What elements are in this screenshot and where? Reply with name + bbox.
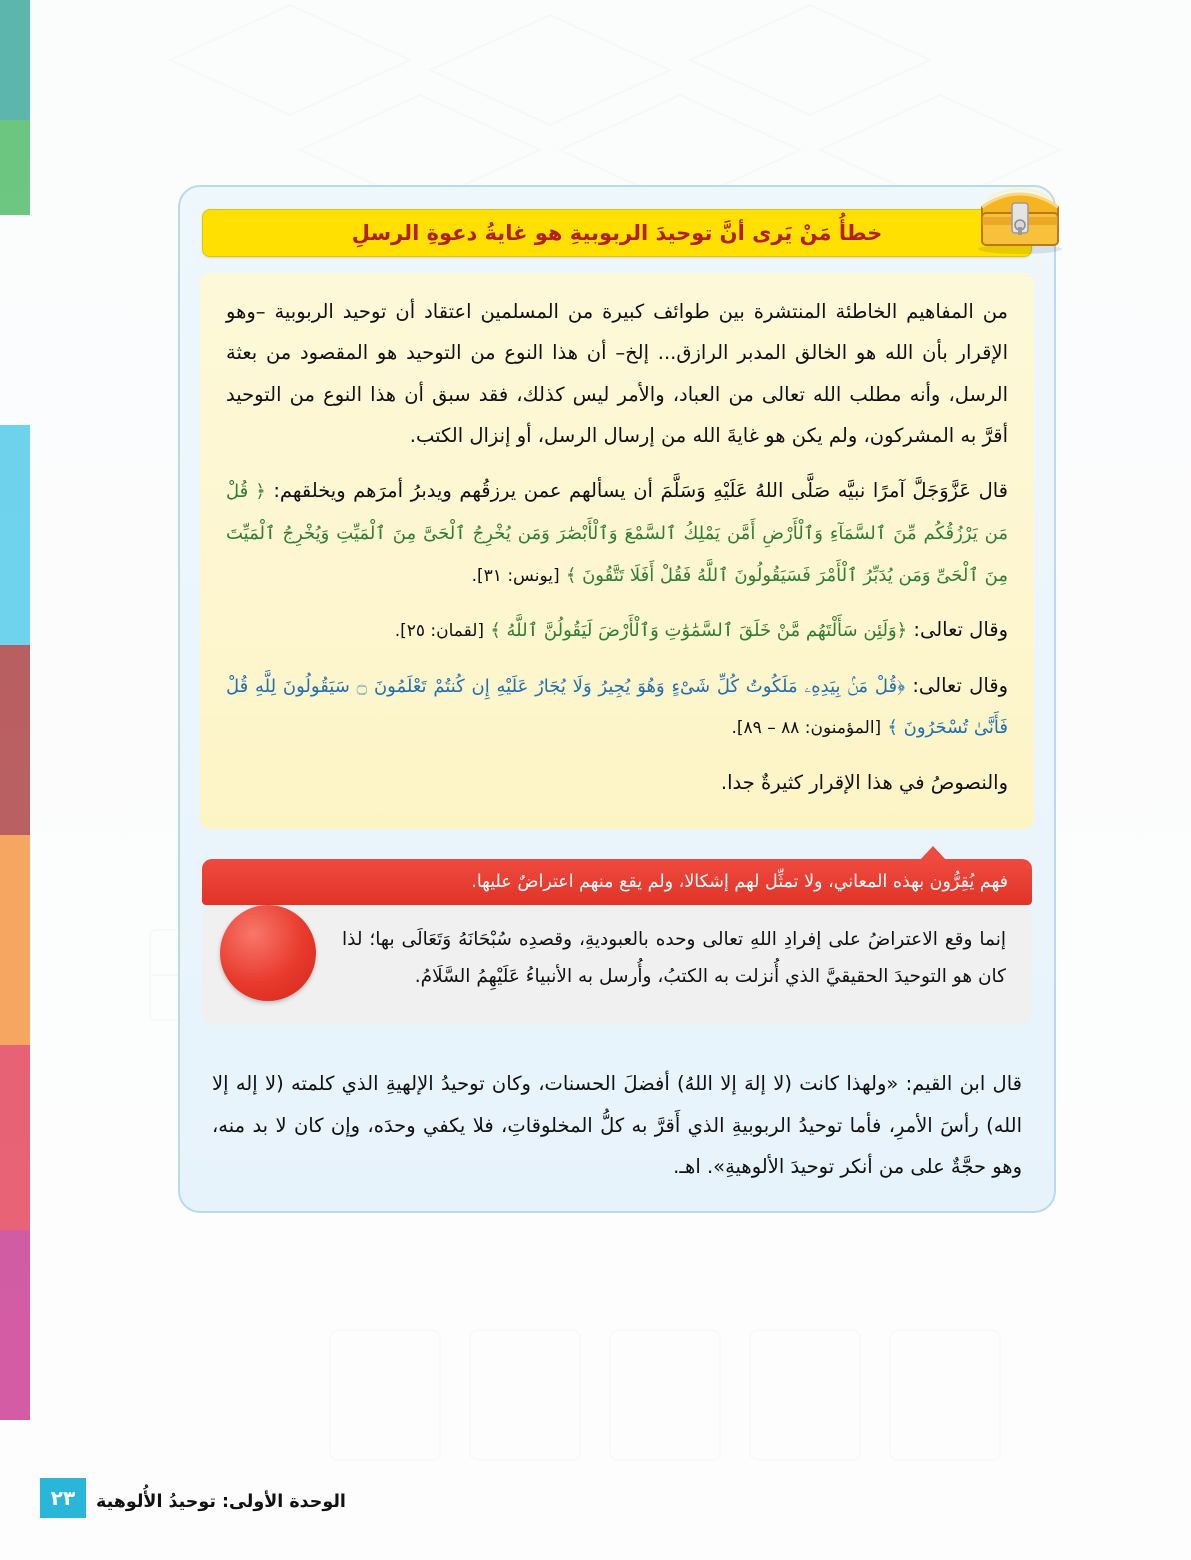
page-title: خطأُ مَنْ يَرى أنَّ توحيدَ الربوبيةِ هو غايةُ دعوةِ الرسلِ (351, 221, 883, 245)
verse-1-source: [يونس: ٣١]. (471, 565, 560, 586)
verse-2-ayah: ﴿وَلَئِن سَأَلْتَهُم مَّنْ خَلَقَ ٱلسَّمَٰوَٰتِ وَٱلْأَرْضَ لَيَقُولُنَّ ٱللَّهُ ﴾ (490, 620, 908, 642)
section-title-banner (202, 209, 1032, 257)
scholar-quote-block (204, 1059, 1030, 1193)
callout-box (202, 859, 1032, 1025)
callout-body-text: إنما وقع الاعتراضُ على إفرادِ اللهِ تعالى وحده بالعبوديةِ، وقصدِه سُبْحَانَهُ وَتَعَالَى بها؛ لذا كان هو التوحيدَ الحقيقيَّ الذي أُنزلت به الكتبُ، وأُرسل به الأنبياءُ عَلَيْهِمُ السَّلَامُ. (342, 929, 1006, 988)
callout-body-area (202, 905, 1032, 1025)
page-footer (30, 1474, 1191, 1518)
treasure-chest-icon (968, 173, 1072, 255)
verse-1-lead: قال عَزَّوَجَلَّ آمرًا نبيَّه صَلَّى اللهُ عَلَيْهِ وَسَلَّمَ أن يسألهم عمن يرزقُهم ويدبرُ أمرَهم ويخلقهم: (273, 479, 1008, 503)
callout-header (202, 859, 1032, 905)
verse-1-ayah: ﴿ قُلْ مَن يَرْزُقُكُم مِّنَ ٱلسَّمَآءِ وَٱلْأَرْضِ أَمَّن يَمْلِكُ ٱلسَّمْعَ وَٱلْأَبْصَٰرَ وَمَن يُخْرِجُ ٱلْحَىَّ مِنَ ٱلْمَيِّتِ وَيُخْرِجُ ٱلْمَيِّتَ مِنَ ٱلْحَىِّ وَمَن يُدَبِّرُ ٱلْأَمْرَ فَسَيَقُولُونَ ٱللَّهُ فَقُلْ أَفَلَا تَتَّقُونَ ﴾ (226, 481, 1008, 586)
page-number-badge: ٢٣ (40, 1478, 86, 1518)
verse-3-lead: وقال تعالى: (912, 673, 1008, 697)
callout-notch-arrow (920, 846, 946, 860)
verse-2-source: [لقمان: ٢٥]. (394, 621, 485, 642)
closing-line: والنصوصُ في هذا الإقرار كثيرةٌ جدا. (720, 770, 1008, 794)
paragraph-intro: من المفاهيم الخاطئة المنتشرة بين طوائف كبيرة من المسلمين اعتقاد أن توحيد الربوبية –وهو الإقرار بأن الله هو الخالق المدبر الرازق... إلخ– أن هذا النوع من التوحيد هو المقصود من بعثة الرسل، وأنه مطلب الله تعالى من العباد، والأمر ليس كذلك، فقد سبق أن هذا النوع من التوحيد أقرَّ به المشركون، ولم يكن هو غايةَ الله من إرسال الرسل، أو إنزال الكتب. (226, 300, 1008, 447)
callout-header-text: فهم يُقِرُّون بهذه المعاني، ولا تمثِّل لهم إشكالا، ولم يقع منهم اعتراضٌ عليها. (471, 872, 1008, 893)
verse-block-1 (226, 470, 1008, 595)
scholar-quote-text: قال ابن القيم: «ولهذا كانت (لا إلهَ إلا اللهُ) أفضلَ الحسنات، وكان توحيدُ الإلهيةِ الذي كلمته (لا إله إلا الله) رأسَ الأمرِ، فأما توحيدُ الربوبيةِ الذي أَقرَّ به كلُّ المخلوقاتِ، فلا يكفي وحدَه، وإن كان لا بد منه، وهو حجَّةٌ على من أنكر توحيدَ الألوهيةِ». اهـ. (212, 1072, 1022, 1178)
verse-3-source: [المؤمنون: ٨٨ – ٨٩]. (731, 718, 882, 739)
verse-block-2 (226, 609, 1008, 651)
verse-3-ayah: ﴿قُلْ مَنۢ بِيَدِهِۦ مَلَكُوتُ كُلِّ شَىْءٍ وَهُوَ يُجِيرُ وَلَا يُجَارُ عَلَيْهِ إِن كُنتُمْ تَعْلَمُونَ ۝ سَيَقُولُونَ لِلَّهِ قُلْ فَأَنَّىٰ تُسْحَرُونَ ﴾ (226, 675, 1008, 739)
callout-circle-decoration (220, 905, 316, 1001)
verse-2-lead: وقال تعالى: (913, 618, 1008, 642)
page-content (30, 0, 1191, 1560)
footer-unit-title: الوحدة الأولى: توحيدُ الأُلوهية (96, 1492, 346, 1512)
verse-block-3 (226, 665, 1008, 748)
lesson-body-card (200, 273, 1034, 829)
lesson-panel (178, 185, 1056, 1213)
section-title-area (202, 209, 1032, 257)
